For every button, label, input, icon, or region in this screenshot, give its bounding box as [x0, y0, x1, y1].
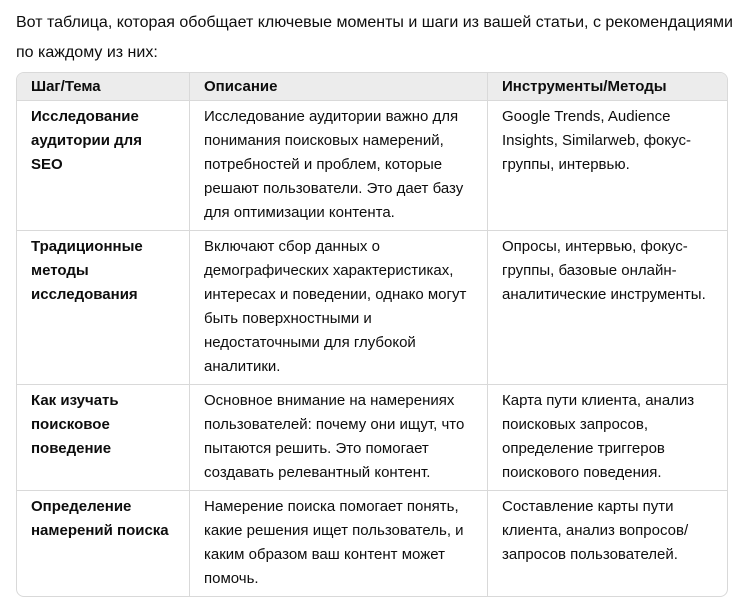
header-cell-topic: Шаг/Тема: [17, 73, 189, 100]
table-body: [17, 100, 728, 596]
summary-table-container: [16, 72, 728, 597]
cell-topic: Определение намерений поиска: [17, 490, 189, 596]
header-cell-tools: Инструменты/Методы: [487, 73, 728, 100]
intro-paragraph: Вот таблица, которая обобщает ключевые моменты и шаги из вашей статьи, с рекомендациями по каждому из них:: [16, 14, 733, 61]
cell-description: Основное внимание на намерениях пользователей: почему они ищут, что пытаются решить. Это помогает создавать релевантный контент.: [189, 384, 487, 490]
table-row: [17, 230, 728, 384]
cell-topic: Традиционные методы исследования: [17, 230, 189, 384]
cell-description: Исследование аудитории важно для понимания поисковых намерений, потребностей и проблем, которые решают пользователи. Это дает базу для оптимизации контента.: [189, 100, 487, 230]
cell-tools: Карта пути клиента, анализ поисковых запросов, определение триггеров поискового поведения.: [487, 384, 728, 490]
cell-topic: Как изучать поисковое поведение: [17, 384, 189, 490]
table-row: [17, 384, 728, 490]
cell-tools: Составление карты пути клиента, анализ вопросов/запросов пользователей.: [487, 490, 728, 596]
cell-description: Намерение поиска помогает понять, какие решения ищет пользователь, и каким образом ваш контент может помочь.: [189, 490, 487, 596]
header-cell-description: Описание: [189, 73, 487, 100]
table-header: [17, 73, 728, 100]
cell-description: Включают сбор данных о демографических характеристиках, интересах и поведении, однако могут быть поверхностными и недостаточными для глубокой аналитики.: [189, 230, 487, 384]
header-row: [17, 73, 728, 100]
cell-tools: Опросы, интервью, фокус-группы, базовые онлайн-аналитические инструменты.: [487, 230, 728, 384]
summary-table: [17, 73, 728, 596]
table-row: [17, 100, 728, 230]
cell-tools: Google Trends, Audience Insights, Similarweb, фокус-группы, интервью.: [487, 100, 728, 230]
table-row: [17, 490, 728, 596]
cell-topic: Исследование аудитории для SEO: [17, 100, 189, 230]
